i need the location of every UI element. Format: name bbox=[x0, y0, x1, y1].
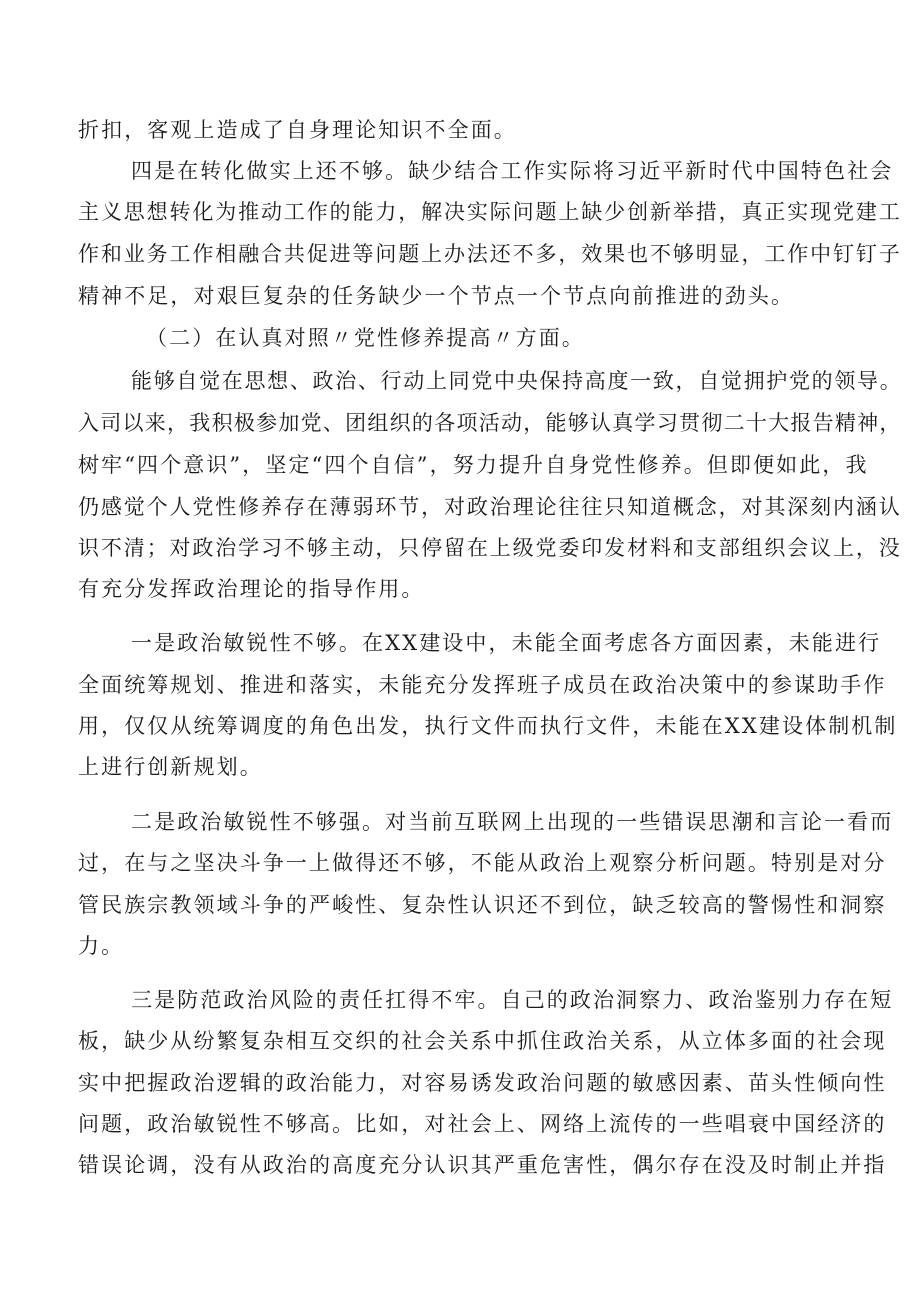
paragraph-line: 用，仅仅从统筹调度的角色出发，执行文件而执行文件，未能在XX建设体制机制 bbox=[78, 714, 898, 738]
paragraph-line: 三是防范政治风险的责任扛得不牢。自己的政治洞察力、政治鉴别力存在短 bbox=[131, 988, 894, 1012]
paragraph-line: 一是政治敏锐性不够。在XX建设中，未能全面考虑各方面因素，未能进行 bbox=[131, 631, 882, 655]
paragraph-line: 力。 bbox=[78, 934, 125, 958]
paragraph-line: 识不清；对政治学习不够主动，只停留在上级党委印发材料和支部组织会议上，没 bbox=[78, 536, 902, 560]
paragraph-line: 问题，政治敏锐性不够高。比如，对社会上、网络上流传的一些唱衰中国经济的 bbox=[78, 1112, 887, 1136]
paragraph-line: 全面统筹规划、推进和落实，未能充分发挥班子成员在政治决策中的参谋助手作 bbox=[78, 673, 887, 697]
paragraph-line: 仍感觉个人党性修养存在薄弱环节，对政治理论往往只知道概念，对其深刻内涵认 bbox=[78, 495, 902, 519]
paragraph-line: 作和业务工作相融合共促进等问题上办法还不多，效果也不够明显，工作中钉钉子 bbox=[78, 242, 902, 266]
paragraph-line: 精神不足，对艰巨复杂的任务缺少一个节点一个节点向前推进的劲头。 bbox=[78, 284, 795, 308]
paragraph-line: 管民族宗教领域斗争的严峻性、复杂性认识还不到位，缺乏较高的警惕性和洞察 bbox=[78, 893, 887, 917]
paragraph-line: 有充分发挥政治理论的指导作用。 bbox=[78, 577, 425, 601]
paragraph-line: 主义思想转化为推动工作的能力，解决实际问题上缺少创新举措，真正实现党建工 bbox=[78, 200, 902, 224]
paragraph-line: 板，缺少从纷繁复杂相互交织的社会关系中抓住政治关系，从立体多面的社会现 bbox=[78, 1029, 887, 1053]
paragraph-line: 树牢“四个意识”，坚定“四个自信”，努力提升自身党性修养。但即便如此，我 bbox=[78, 453, 869, 477]
paragraph-line: 上进行创新规划。 bbox=[78, 755, 263, 779]
paragraph-line: 二是政治敏锐性不够强。对当前互联网上出现的一些错误思潮和言论一看而 bbox=[131, 810, 894, 834]
paragraph-line: 四是在转化做实上还不够。缺少结合工作实际将习近平新时代中国特色社会 bbox=[131, 159, 894, 183]
paragraph-line: 过，在与之坚决斗争一上做得还不够，不能从政治上观察分析问题。特别是对分 bbox=[78, 851, 887, 875]
paragraph-line: 实中把握政治逻辑的政治能力，对容易诱发政治问题的敏感因素、苗头性倾向性 bbox=[78, 1071, 887, 1095]
section-heading: （二）在认真对照〃党性修养提高〃方面。 bbox=[146, 326, 585, 350]
paragraph-line: 入司以来，我积极参加党、团组织的各项活动，能够认真学习贯彻二十大报告精神， bbox=[78, 411, 902, 435]
paragraph-line: 能够自觉在思想、政治、行动上同党中央保持高度一致，自觉拥护党的领导。 bbox=[131, 369, 903, 393]
paragraph-line: 折扣，客观上造成了自身理论知识不全面。 bbox=[78, 118, 517, 142]
paragraph-line: 错误论调，没有从政治的高度充分认识其严重危害性，偶尔存在没及时制止并指 bbox=[78, 1153, 887, 1177]
